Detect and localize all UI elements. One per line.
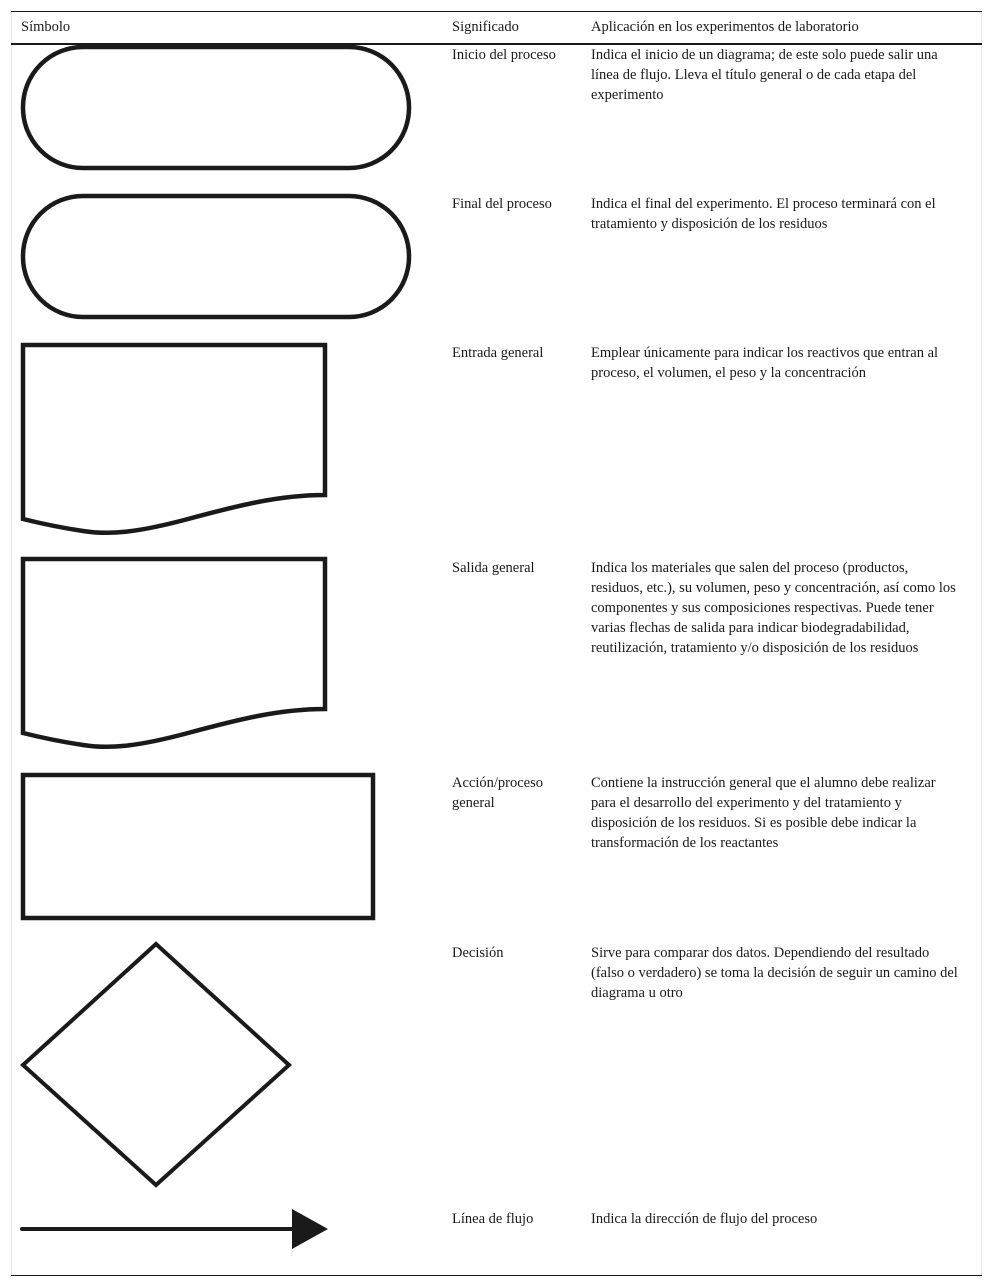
row-application: Indica el inicio de un diagrama; de este solo puede salir una línea de flujo. Lleva el título general o de cada etapa del experimento xyxy=(591,47,938,103)
row-application: Emplear únicamente para indicar los reactivos que entran al proceso, el volumen, el peso y la concentración xyxy=(591,345,939,381)
table-frame-left xyxy=(11,11,12,1276)
row-application: Sirve para comparar dos datos. Dependiendo del resultado (falso o verdadero) se toma la decisión de seguir un camino del diagrama u otro xyxy=(591,945,958,1001)
input-document-symbol-icon xyxy=(18,343,330,539)
row-application: Indica la dirección de flujo del proceso xyxy=(591,1211,818,1227)
row-meaning: Decisión xyxy=(452,945,504,961)
output-document-symbol-icon xyxy=(18,557,330,753)
row-meaning: Entrada general xyxy=(452,345,544,361)
row-application: Contiene la instrucción general que el alumno debe realizar para el desarrollo del experimento y del tratamiento y disposición de los residuos. Si es posible debe indicar la transformación de los reactantes xyxy=(591,775,936,851)
header-symbol: Símbolo xyxy=(21,19,71,35)
terminal-start-symbol-icon xyxy=(18,44,418,176)
row-meaning: Línea de flujo xyxy=(452,1211,534,1227)
row-application: Indica los materiales que salen del proceso (productos, residuos, etc.), su volumen, peso y concentración, así como los componentes y sus composiciones respectivas. Puede tener varias flechas de salida para indicar biodegradabilidad, reutilización, tratamiento y/o disposición de los residuos xyxy=(591,560,956,656)
row-meaning: Final del proceso xyxy=(452,196,552,212)
table-top-rule xyxy=(11,11,982,12)
row-meaning: Salida general xyxy=(452,560,535,576)
table-frame-right xyxy=(981,11,982,1276)
flow-arrow-symbol-icon xyxy=(18,1205,334,1253)
terminal-end-symbol-icon xyxy=(18,193,418,325)
header-meaning: Significado xyxy=(452,19,519,35)
row-meaning: Acción/proceso general xyxy=(452,775,543,811)
process-rectangle-symbol-icon xyxy=(18,772,378,922)
table-bottom-rule xyxy=(11,1275,982,1276)
header-application: Aplicación en los experimentos de laboratorio xyxy=(591,19,859,35)
row-meaning: Inicio del proceso xyxy=(452,47,556,63)
row-application: Indica el final del experimento. El proceso terminará con el tratamiento y disposición de los residuos xyxy=(591,196,936,232)
decision-diamond-symbol-icon xyxy=(18,941,294,1189)
